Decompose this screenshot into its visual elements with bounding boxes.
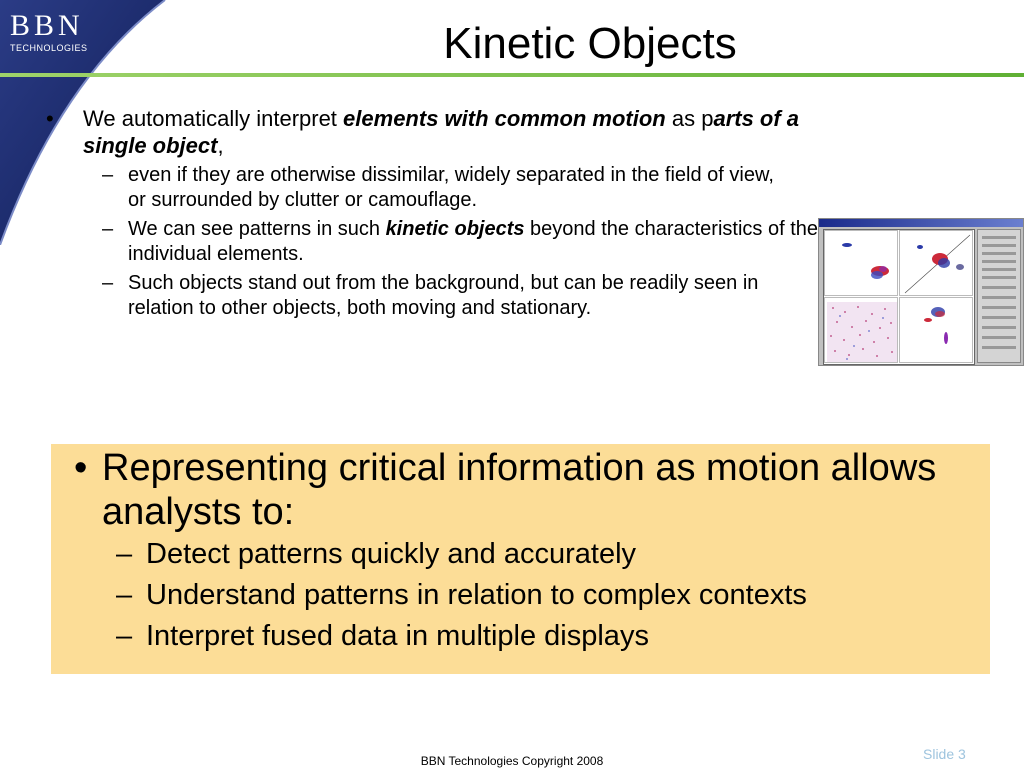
logo-wordmark: BBN xyxy=(10,9,84,42)
sub-bullet-text: beyond the characteristics of the individual elements. xyxy=(128,218,818,265)
screenshot-control-panel xyxy=(977,229,1021,363)
bullet-item xyxy=(46,105,826,159)
bullet-emphasis: arts of a single object xyxy=(83,106,800,158)
sub-bullet-item xyxy=(46,217,826,267)
bbn-logo xyxy=(10,10,88,53)
plot-quadrant xyxy=(824,297,898,363)
highlight-sub-bullet xyxy=(74,575,974,616)
screenshot-titlebar xyxy=(819,219,1023,227)
screenshot-plot-grid xyxy=(823,229,975,365)
bullet-glyph: • xyxy=(74,447,88,489)
highlight-bullet xyxy=(74,446,974,534)
top-bullet-list xyxy=(46,105,826,321)
dash-glyph: – xyxy=(116,620,133,652)
dash-glyph: – xyxy=(116,579,133,611)
slide-title: Kinetic Objects xyxy=(443,19,737,68)
bullet-glyph: • xyxy=(46,106,54,131)
sub-bullet-emphasis: kinetic objects xyxy=(385,218,525,240)
footer-copyright: BBN Technologies Copyright 2008 xyxy=(420,754,604,768)
sub-bullet-text: We can see patterns in such xyxy=(128,218,386,240)
highlight-sub-bullet xyxy=(74,616,974,657)
plot-quadrant xyxy=(899,297,973,363)
slide-number: Slide 3 xyxy=(923,746,966,762)
plot-quadrant xyxy=(824,230,898,296)
dash-glyph: – xyxy=(102,164,114,186)
dash-glyph: – xyxy=(102,218,114,240)
logo-subtitle: TECHNOLOGIES xyxy=(10,43,88,53)
application-screenshot xyxy=(818,218,1024,366)
highlight-sub-bullet-text: Detect patterns quickly and accurately xyxy=(146,538,637,570)
sub-bullet-text: even if they are otherwise dissimilar, widely separated in the field of view, xyxy=(128,164,774,186)
sub-bullet-text: Such objects stand out from the background, but can be readily seen in relation to other objects, both moving and stationary. xyxy=(128,272,759,319)
highlight-sub-bullet-text: Understand patterns in relation to complex contexts xyxy=(146,579,807,611)
highlight-bullet-text: Representing critical information as motion allows analysts to: xyxy=(102,447,937,533)
highlight-sub-bullet-text: Interpret fused data in multiple displays xyxy=(146,620,649,652)
bullet-text: We automatically interpret xyxy=(83,106,344,131)
highlight-sub-bullet xyxy=(74,534,974,575)
sub-bullet-item xyxy=(46,271,826,321)
dash-glyph: – xyxy=(102,272,114,294)
sub-bullet-text: or surrounded by clutter or camouflage. xyxy=(128,189,478,211)
title-divider xyxy=(0,73,1024,77)
plot-quadrant xyxy=(899,230,973,296)
bullet-text: , xyxy=(217,133,224,158)
bullet-text: as p xyxy=(665,106,714,131)
bullet-emphasis: elements with common motion xyxy=(343,106,666,131)
dash-glyph: – xyxy=(116,538,133,570)
sub-bullet-item xyxy=(46,163,826,213)
highlight-bullet-list xyxy=(74,446,974,657)
